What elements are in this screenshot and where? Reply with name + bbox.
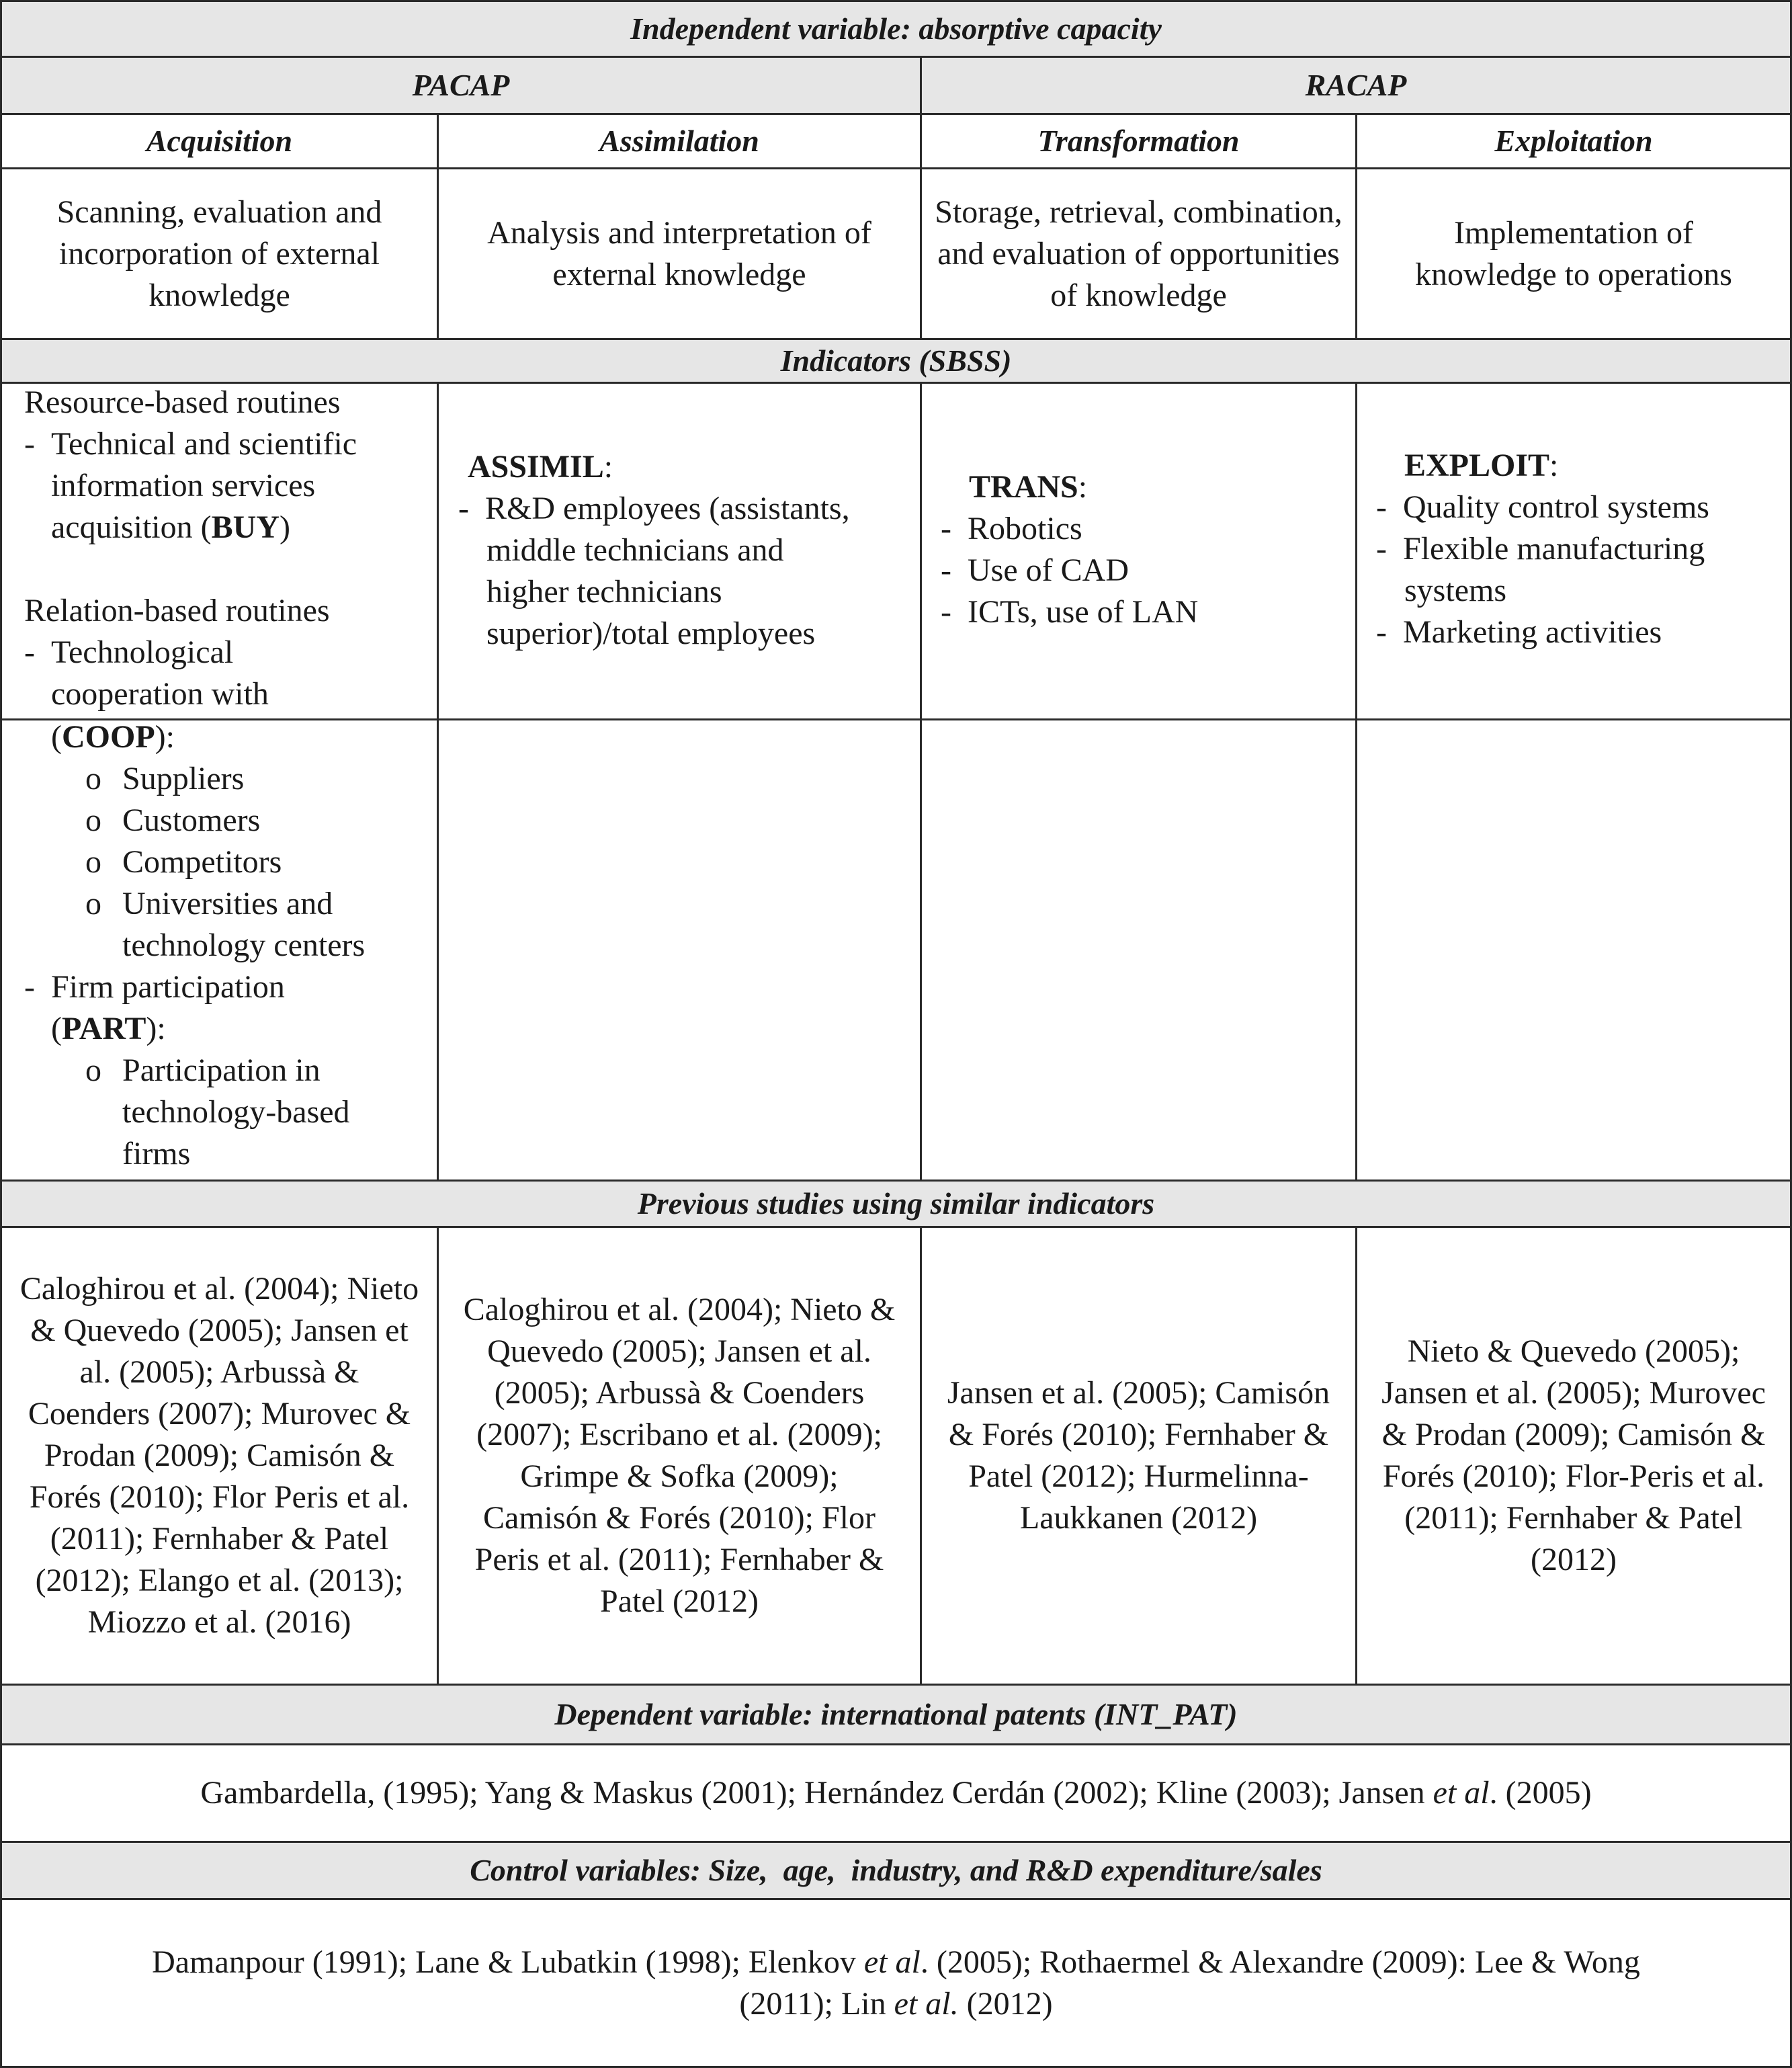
transformation-indicator-list: TRANS: - Robotics - Use of CAD - ICTs, use of LAN bbox=[941, 466, 1351, 633]
reference-list: Damanpour (1991); Lane & Lubatkin (1998); Elenkov et al. (2005); Rothaermel & Alexandre (2009): Lee & Wong (2011); Lin et al. (2012) bbox=[152, 1944, 1640, 2022]
coop-target: o Universities and bbox=[85, 886, 333, 921]
resource-routines-heading: Resource-based routines bbox=[24, 384, 341, 420]
list-item: - Flexible manufacturing bbox=[1376, 531, 1705, 567]
indicators-exploitation-bottom bbox=[1355, 718, 1792, 1182]
reference-list: Caloghirou et al. (2004); Nieto & Quevedo (2005); Jansen et al. (2005); Arbussà & Coenders (2007); Murovec & Prodan (2009); Camisón & Forés (2010); Flor Peris et al. (2011); Fernhaber & Patel (2012); Elango et al. (2013); Miozzo et al. (2016) bbox=[19, 1271, 419, 1640]
dimension-description-exploitation bbox=[1355, 167, 1792, 340]
racap-header bbox=[920, 56, 1792, 115]
coop-target: o Suppliers bbox=[85, 761, 245, 796]
reference-list: Caloghirou et al. (2004); Nieto & Quevedo (2005); Jansen et al. (2005); Arbussà & Coenders (2007); Escribano et al. (2009); Grimpe & Sofka (2009); Camisón & Forés (2010); Flor Peris et al. (2011); Fernhaber & Patel (2012) bbox=[463, 1292, 896, 1619]
dimension-description-assimilation bbox=[437, 167, 922, 340]
previous-studies-title: Previous studies using similar indicators bbox=[637, 1186, 1155, 1221]
description-text: Storage, retrieval, combination, and evaluation of opportunities of knowledge bbox=[935, 194, 1342, 313]
reference-list: Gambardella, (1995); Yang & Maskus (2001); Hernández Cerdán (2002); Kline (2003); Jansen et al. (2005) bbox=[200, 1775, 1592, 1811]
part-sub-item-continued: firms bbox=[122, 1136, 191, 1171]
description-text: Scanning, evaluation and incorporation of external knowledge bbox=[56, 194, 382, 313]
dimension-header-assimilation bbox=[437, 113, 922, 169]
reference-list: Nieto & Quevedo (2005); Jansen et al. (2005); Murovec & Prodan (2009); Camisón & Forés (2010); Flor-Peris et al. (2011); Fernhaber & Patel (2012) bbox=[1381, 1333, 1766, 1577]
previous-studies-assimilation bbox=[437, 1226, 922, 1686]
description-text: Analysis and interpretation of external knowledge bbox=[487, 214, 871, 292]
exploit-code: EXPLOIT bbox=[1404, 448, 1550, 483]
list-item: - Marketing activities bbox=[1376, 614, 1662, 650]
exploitation-indicator-list: EXPLOIT: - Quality control systems - Flexible manufacturing systems - Marketing activities bbox=[1376, 445, 1786, 653]
list-item: - R&D employees (assistants, bbox=[458, 491, 850, 526]
coop-target: o Customers bbox=[85, 802, 261, 838]
list-item: - Quality control systems bbox=[1376, 489, 1709, 525]
dependent-variable-title: Dependent variable: international patents (INT_PAT) bbox=[554, 1697, 1238, 1731]
list-item-continued: cooperation with bbox=[51, 676, 269, 712]
part-sub-item: o Participation in bbox=[85, 1052, 321, 1088]
list-item-continued: higher technicians bbox=[486, 574, 722, 610]
dimension-name: Assimilation bbox=[599, 124, 759, 158]
acquisition-indicator-list bbox=[24, 382, 434, 1175]
list-item-continued: middle technicians and bbox=[486, 532, 784, 568]
pacap-header bbox=[0, 56, 922, 115]
relation-routines-heading: Relation-based routines bbox=[24, 593, 330, 628]
indicators-header bbox=[0, 338, 1792, 384]
assimil-code: ASSIMIL bbox=[468, 449, 604, 485]
indicators-assimilation-bottom bbox=[437, 718, 922, 1182]
dimension-header-exploitation bbox=[1355, 113, 1792, 169]
description-text: Implementation of knowledge to operations bbox=[1415, 214, 1732, 292]
list-item-continued: (COOP): bbox=[51, 719, 175, 755]
dimension-header-acquisition bbox=[0, 113, 439, 169]
list-item: - Technical and scientific bbox=[24, 426, 357, 462]
buy-code: BUY bbox=[211, 509, 280, 545]
list-item-continued: systems bbox=[1404, 573, 1507, 608]
dependent-variable-references bbox=[0, 1743, 1792, 1843]
control-variables-title: Control variables: Size, age, industry, and R&D expenditure/sales bbox=[470, 1853, 1322, 1887]
dimension-name: Exploitation bbox=[1494, 124, 1653, 158]
pacap-label: PACAP bbox=[412, 68, 510, 102]
previous-studies-acquisition bbox=[0, 1226, 439, 1686]
independent-variable-title: Independent variable: absorptive capacity bbox=[630, 11, 1162, 46]
list-item-continued: information services bbox=[51, 468, 316, 503]
dependent-variable-header bbox=[0, 1684, 1792, 1745]
trans-code: TRANS bbox=[969, 469, 1078, 505]
control-variables-references bbox=[0, 1898, 1792, 2068]
coop-target: o Competitors bbox=[85, 844, 282, 880]
previous-studies-transformation bbox=[920, 1226, 1357, 1686]
list-item: - Use of CAD bbox=[941, 552, 1129, 588]
part-code: PART bbox=[61, 1011, 146, 1046]
racap-label: RACAP bbox=[1305, 68, 1407, 102]
list-item: - Robotics bbox=[941, 511, 1082, 546]
list-item-continued: superior)/total employees bbox=[486, 616, 816, 651]
dimension-name: Transformation bbox=[1037, 124, 1240, 158]
coop-target-continued: technology centers bbox=[122, 927, 366, 963]
indicators-transformation-bottom bbox=[920, 718, 1357, 1182]
indicators-title: Indicators (SBSS) bbox=[780, 343, 1012, 378]
list-item: - Firm participation bbox=[24, 969, 285, 1005]
part-sub-item-continued: technology-based bbox=[122, 1094, 350, 1130]
list-item-continued: (PART): bbox=[51, 1011, 166, 1046]
list-item: - Technological bbox=[24, 634, 234, 670]
control-variables-header bbox=[0, 1841, 1792, 1900]
list-item-continued: acquisition (BUY) bbox=[51, 509, 290, 545]
dimension-header-transformation bbox=[920, 113, 1357, 169]
dimension-description-acquisition bbox=[0, 167, 439, 340]
coop-code: COOP bbox=[61, 719, 155, 755]
independent-variable-header bbox=[0, 0, 1792, 58]
dimension-description-transformation bbox=[920, 167, 1357, 340]
previous-studies-header bbox=[0, 1180, 1792, 1228]
assimilation-indicator-list: ASSIMIL: - R&D employees (assistants, middle technicians and higher technicians superior)/total employees bbox=[458, 446, 915, 655]
previous-studies-exploitation bbox=[1355, 1226, 1792, 1686]
list-item: - ICTs, use of LAN bbox=[941, 594, 1199, 630]
dimension-name: Acquisition bbox=[146, 124, 293, 158]
reference-list: Jansen et al. (2005); Camisón & Forés (2010); Fernhaber & Patel (2012); Hurmelinna-Laukkanen (2012) bbox=[947, 1375, 1330, 1536]
